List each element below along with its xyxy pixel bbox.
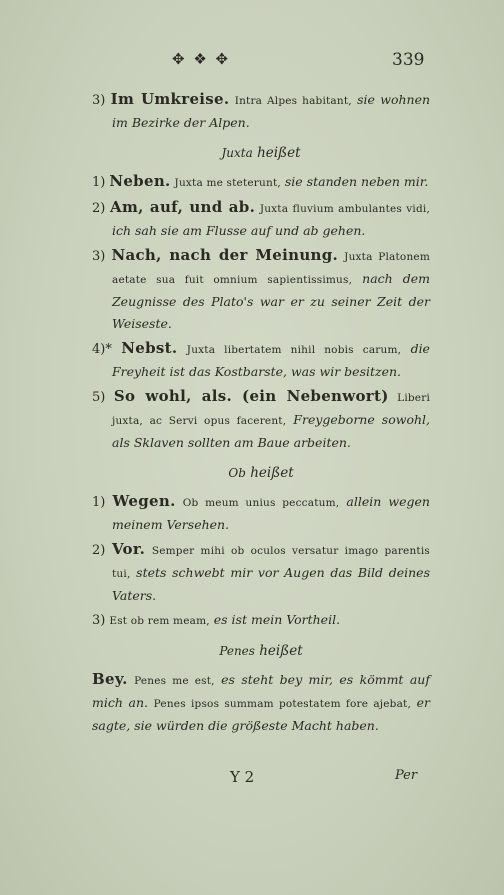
entry-number: 1) — [92, 175, 106, 190]
entry-headword: Im Umkreise. — [110, 90, 230, 108]
latin-example: Intra Alpes habitant, — [234, 95, 352, 107]
entry-headword: So wohl, als. (ein Nebenwort) — [113, 387, 389, 405]
latin-example: Juxta Platonem aetate sua fuit omnium sapientissimus, — [112, 251, 430, 286]
section-heading-ob — [92, 462, 430, 484]
entry-penes — [92, 668, 430, 737]
entry-juxta-4 — [92, 337, 430, 383]
section-heading-juxta — [92, 142, 430, 164]
latin-example: Juxta me steterunt, — [174, 177, 281, 189]
entry-headword: Am, auf, und ab. — [110, 198, 256, 216]
page-body — [92, 88, 430, 739]
section-heading-rest: heißet — [257, 145, 301, 161]
german-translation: es steht bey mir, es kömmt auf mich an. — [92, 672, 430, 710]
latin-example: Semper mihi ob oculos versatur imago parentis tui, — [112, 545, 430, 580]
german-translation: stets schwebt mir vor Augen das Bild deines Vaters. — [112, 565, 430, 603]
entry-number: 2) — [92, 201, 106, 216]
german-translation: die Freyheit ist das Kostbarste, was wir besitzen. — [112, 341, 430, 379]
latin-example: Juxta fluvium ambulantes vidi, — [259, 203, 430, 215]
section-keyword: Penes — [219, 644, 255, 658]
entry-number: 3) — [92, 93, 106, 108]
section-heading-rest: heißet — [250, 465, 294, 481]
german-translation: nach dem Zeugnisse des Plato's war er zu seiner Zeit der Weiseste. — [112, 271, 430, 331]
german-translation: allein wegen meinem Versehen. — [112, 494, 430, 532]
latin-example: Ob meum unius peccatum, — [182, 497, 340, 509]
entry-headword: Wegen. — [112, 492, 176, 510]
entry-headword: Neben. — [109, 172, 171, 190]
latin-example: Juxta libertatem nihil nobis carum, — [186, 344, 402, 356]
latin-example: Penes ipsos summam potestatem fore ajebat, — [153, 698, 411, 710]
german-translation: sie wohnen im Bezirke der Alpen. — [112, 92, 431, 130]
latin-example: Est ob rem meam, — [109, 615, 210, 627]
latin-example: Penes me est, — [134, 675, 215, 687]
section-heading-penes — [92, 640, 430, 662]
entry-ob-3 — [92, 609, 430, 632]
section-keyword: Ob — [228, 466, 246, 480]
entry-number: 1) — [92, 495, 106, 510]
entry-juxta-1 — [92, 170, 430, 194]
header-ornament: ✥ ❖ ✥ — [172, 50, 231, 68]
entry-number: 4)* — [92, 342, 112, 357]
entry-ob-1 — [92, 490, 430, 536]
german-translation: sie standen neben mir. — [284, 174, 429, 189]
entry-number: 5) — [92, 390, 106, 405]
entry-juxta-2 — [92, 196, 430, 242]
latin-example: Liberi juxta, ac Servi opus facerent, — [112, 392, 430, 427]
signature-mark: Y 2 — [230, 768, 255, 786]
entry-headword: Nebst. — [121, 339, 178, 357]
entry-ob-2 — [92, 538, 430, 607]
entry-juxta-3 — [92, 244, 430, 335]
german-translation: es ist mein Vortheil. — [213, 612, 341, 627]
section-heading-rest: heißet — [259, 643, 303, 659]
entry-number: 3) — [92, 613, 106, 628]
entry-headword: Nach, nach der Meinung. — [111, 246, 339, 264]
german-translation: ich sah sie am Flusse auf und ab gehen. — [112, 223, 366, 238]
entry-im-umkreise — [92, 88, 430, 134]
catchword: Per — [395, 768, 418, 783]
entry-headword: Bey. — [92, 670, 128, 688]
section-keyword: Juxta — [221, 146, 253, 160]
entry-juxta-5 — [92, 385, 430, 454]
german-translation: er sagte, sie würden die größeste Macht haben. — [92, 695, 430, 733]
german-translation: Freygeborne sowohl, als Sklaven sollten am Baue arbeiten. — [112, 412, 430, 450]
page-footer — [0, 768, 504, 792]
page-number: 339 — [392, 50, 425, 70]
entry-number: 3) — [92, 249, 106, 264]
entry-number: 2) — [92, 543, 106, 558]
entry-headword: Vor. — [111, 540, 146, 558]
page-header — [0, 48, 504, 72]
